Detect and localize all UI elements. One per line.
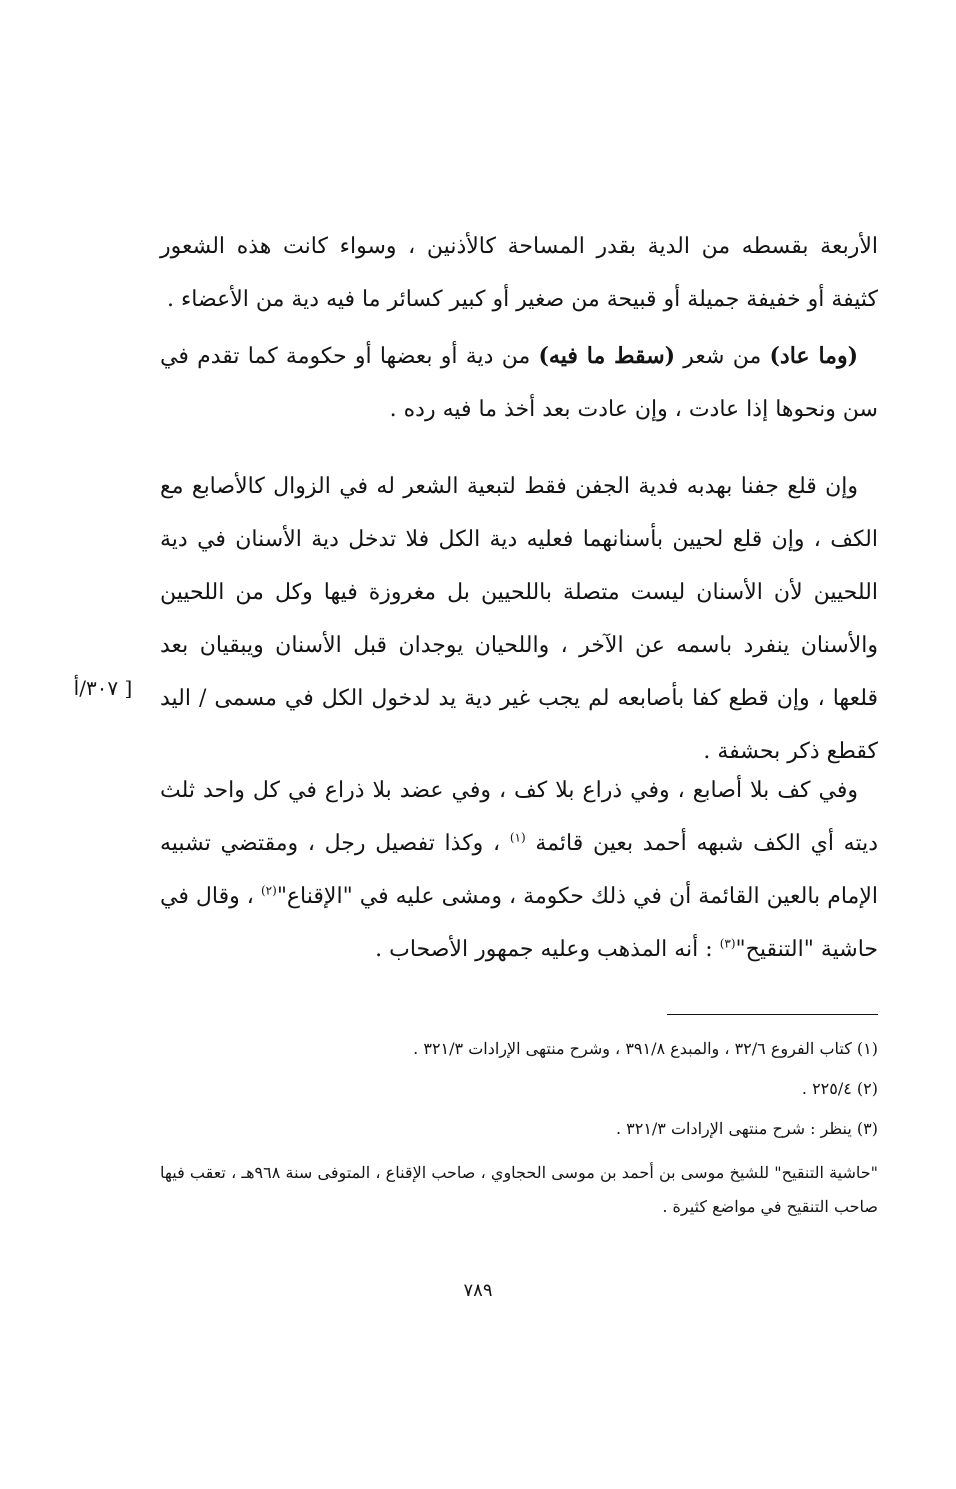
paragraph-2-text <box>160 330 878 436</box>
paragraph-4-part-3: ، وقال في حاشية "التنقيح" <box>160 884 878 962</box>
paragraph-4-part-4: : أنه المذهب وعليه جمهور الأصحاب . <box>375 937 713 962</box>
page-number: ٧٨٩ <box>463 1280 493 1301</box>
paragraph-4-part-2: ، وكذا تفصيل رجل ، ومقتضي تشبيه الإمام بالعين القائمة أن في ذلك حكومة ، ومشى عليه في "الإقناع" <box>160 831 878 909</box>
paragraph-1 <box>160 220 878 326</box>
bold-phrase-returned: (وما عاد) <box>769 343 858 369</box>
paragraph-4-part-1: وفي كف بلا أصابع ، وفي ذراع بلا كف ، وفي عضد بلا ذراع في كل واحد ثلث ديته أي الكف شبهه أحمد بعين قائمة <box>160 778 879 856</box>
paragraph-4 <box>160 764 878 976</box>
manuscript-folio-marker: [ ٣٠٧/أ <box>73 676 133 700</box>
footnote-3-explanation: "حاشية التنقيح" للشيخ موسى بن أحمد بن موسى الحجاوي ، صاحب الإقناع ، المتوفى سنة ٩٦٨هـ ، تعقب فيها صاحب التنقيح في مواضع كثيرة . <box>160 1163 879 1216</box>
footnote-separator <box>667 1014 878 1015</box>
paragraph-2-connector: من شعر <box>675 344 770 369</box>
footnote-2: (٢) ٢٢٥/٤ . <box>801 1079 878 1098</box>
paragraph-2 <box>160 330 878 436</box>
footnote-3: (٣) ينظر : شرح منتهى الإرادات ٣٢١/٣ . <box>615 1119 878 1138</box>
footnote-ref-1: (١) <box>509 830 526 845</box>
paragraph-3 <box>160 460 878 778</box>
footnote-ref-3: (٣) <box>719 936 736 951</box>
paragraph-2-rest: من دية أو بعضها أو حكومة كما تقدم في سن ونحوها إذا عادت ، وإن عادت بعد أخذ ما فيه رده . <box>160 344 878 422</box>
footnote-1: (١) كتاب الفروع ٣٢/٦ ، والمبدع ٣٩١/٨ ، وشرح منتهى الإرادات ٣٢١/٣ . <box>413 1039 878 1058</box>
paragraph-4-text <box>160 764 878 976</box>
paragraph-1-text: الأربعة بقسطه من الدية بقدر المساحة كالأذنين ، وسواء كانت هذه الشعور كثيفة أو خفيفة جميلة أو قبيحة من صغير أو كبير كسائر ما فيه دية من الأعضاء . <box>160 234 878 312</box>
bold-phrase-dropped: (سقط ما فيه) <box>538 343 676 369</box>
footnotes-section <box>160 1036 878 1224</box>
paragraph-3-body: وإن قلع جفنا بهدبه فدية الجفن فقط لتبعية الشعر له في الزوال كالأصابع مع الكف ، وإن قلع لحيين بأسنانهما فعليه دية الكل فلا تدخل دية الأسنان في دية اللحيين لأن الأسنان ليست متصلة باللحيين بل مغروزة فيها وكل من اللحيين والأسنان ينفرد باسمه عن الآخر ، واللحيان يوجدان قبل الأسنان ويبقيان بعد قلعها ، وإن قطع كفا بأصابعه لم يجب غير دية يد لدخول الكل في مسمى / اليد كقطع ذكر بحشفة . <box>160 474 878 764</box>
footnote-ref-2: (٢) <box>260 883 277 898</box>
paragraph-3-text <box>160 460 878 778</box>
